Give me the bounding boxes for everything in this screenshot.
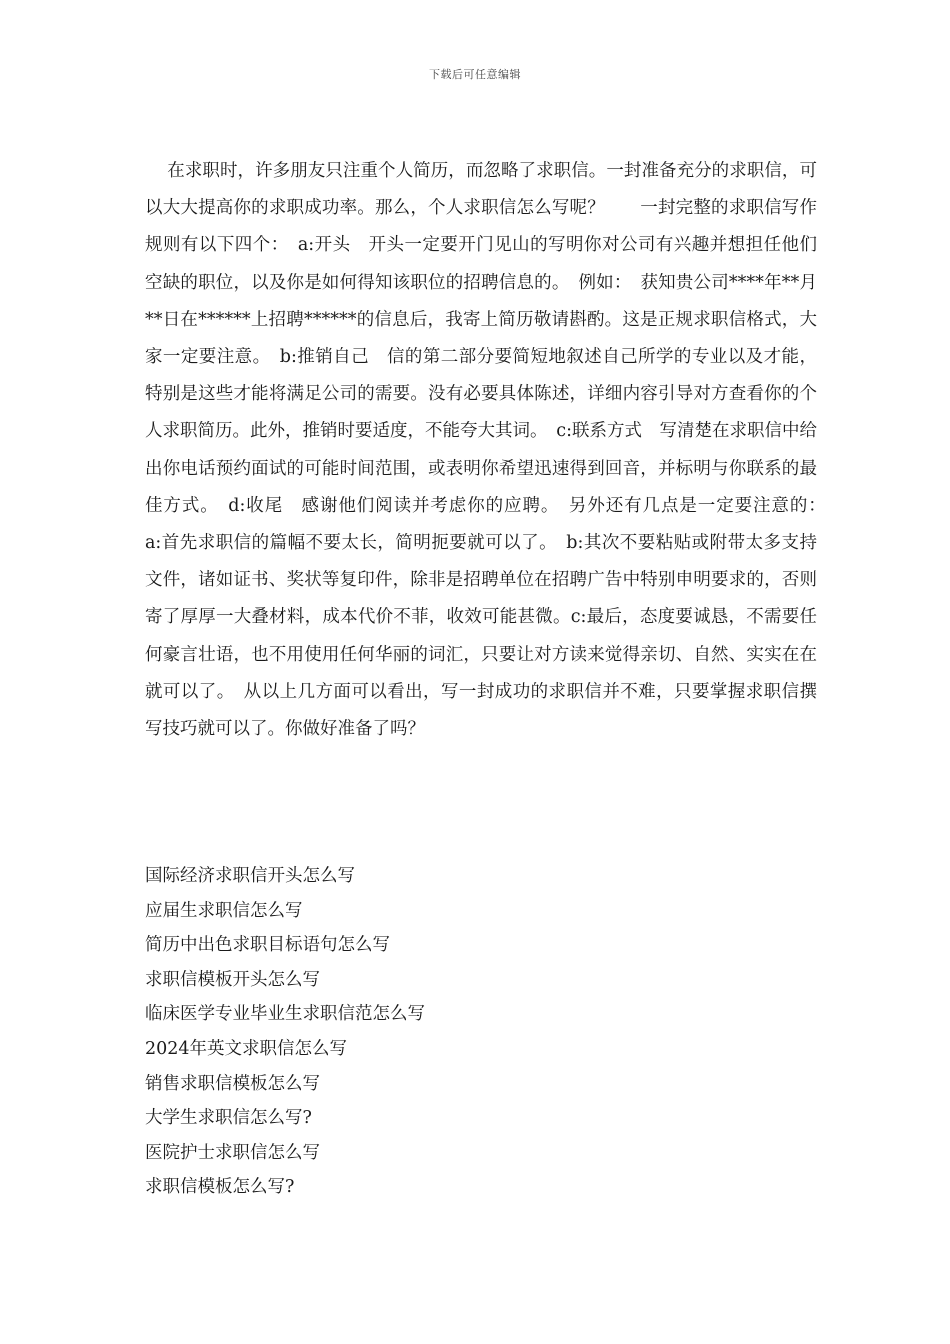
article-content (145, 153, 835, 748)
related-link[interactable]: 2024年英文求职信怎么写 (145, 1038, 348, 1059)
page-header: 下载后可任意编辑 (429, 68, 521, 81)
related-link[interactable]: 求职信模板开头怎么写 (145, 969, 320, 990)
related-link[interactable]: 大学生求职信怎么写? (145, 1108, 312, 1129)
article-body: 在求职时，许多朋友只注重个人简历，而忽略了求职信。一封准备充分的求职信，可以大大提高你的求职成功率。那么，个人求职信怎么写呢？ 一封完整的求职信写作规则有以下四个： a:开头 开头一定要开门见山的写明你对公司有兴趣并想担任他们空缺的职位，以及你是如何得知该职位的招聘信息的。 例如： 获知贵公司****年**月**日在******上招聘******的信息后，我寄上简历敬请斟酌。这是正规求职信格式，大家一定要注意。 b:推销自己 信的第二部分要简短地叙述自己所学的专业以及才能，特别是这些才能将满足公司的需要。没有必要具体陈述，详细内容引导对方查看你的个人求职简历。此外，推销时要适度，不能夸大其词。 c:联系方式 写清楚在求职信中给出你电话预约面试的可能时间范围，或表明你希望迅速得到回音，并标明与你联系的最佳方式。 d:收尾 感谢他们阅读并考虑你的应聘。 另外还有几点是一定要注意的： a:首先求职信的篇幅不要太长，简明扼要就可以了。 b:其次不要粘贴或附带太多支持文件，诸如证书、奖状等复印件，除非是招聘单位在招聘广告中特别申明要求的，否则寄了厚厚一大叠材料，成本代价不菲，收效可能甚微。c:最后，态度要诚恳，不需要任何豪言壮语，也不用使用任何华丽的词汇，只要让对方读来觉得亲切、自然、实实在在就可以了。 从以上几方面可以看出，写一封成功的求职信并不难，只要掌握求职信撰写技巧就可以了。你做好准备了吗？ (145, 161, 835, 740)
related-link[interactable]: 简历中出色求职目标语句怎么写 (145, 935, 390, 956)
related-link[interactable]: 应届生求职信怎么写 (145, 900, 303, 921)
related-link[interactable]: 国际经济求职信开头怎么写 (145, 866, 355, 886)
related-link[interactable]: 临床医学专业毕业生求职信范怎么写 (145, 1004, 425, 1025)
related-link[interactable]: 销售求职信模板怎么写 (145, 1073, 320, 1094)
related-link[interactable]: 医院护士求职信怎么写 (145, 1142, 320, 1163)
related-links-list (145, 859, 817, 1205)
related-link[interactable]: 求职信模板怎么写? (145, 1177, 295, 1198)
